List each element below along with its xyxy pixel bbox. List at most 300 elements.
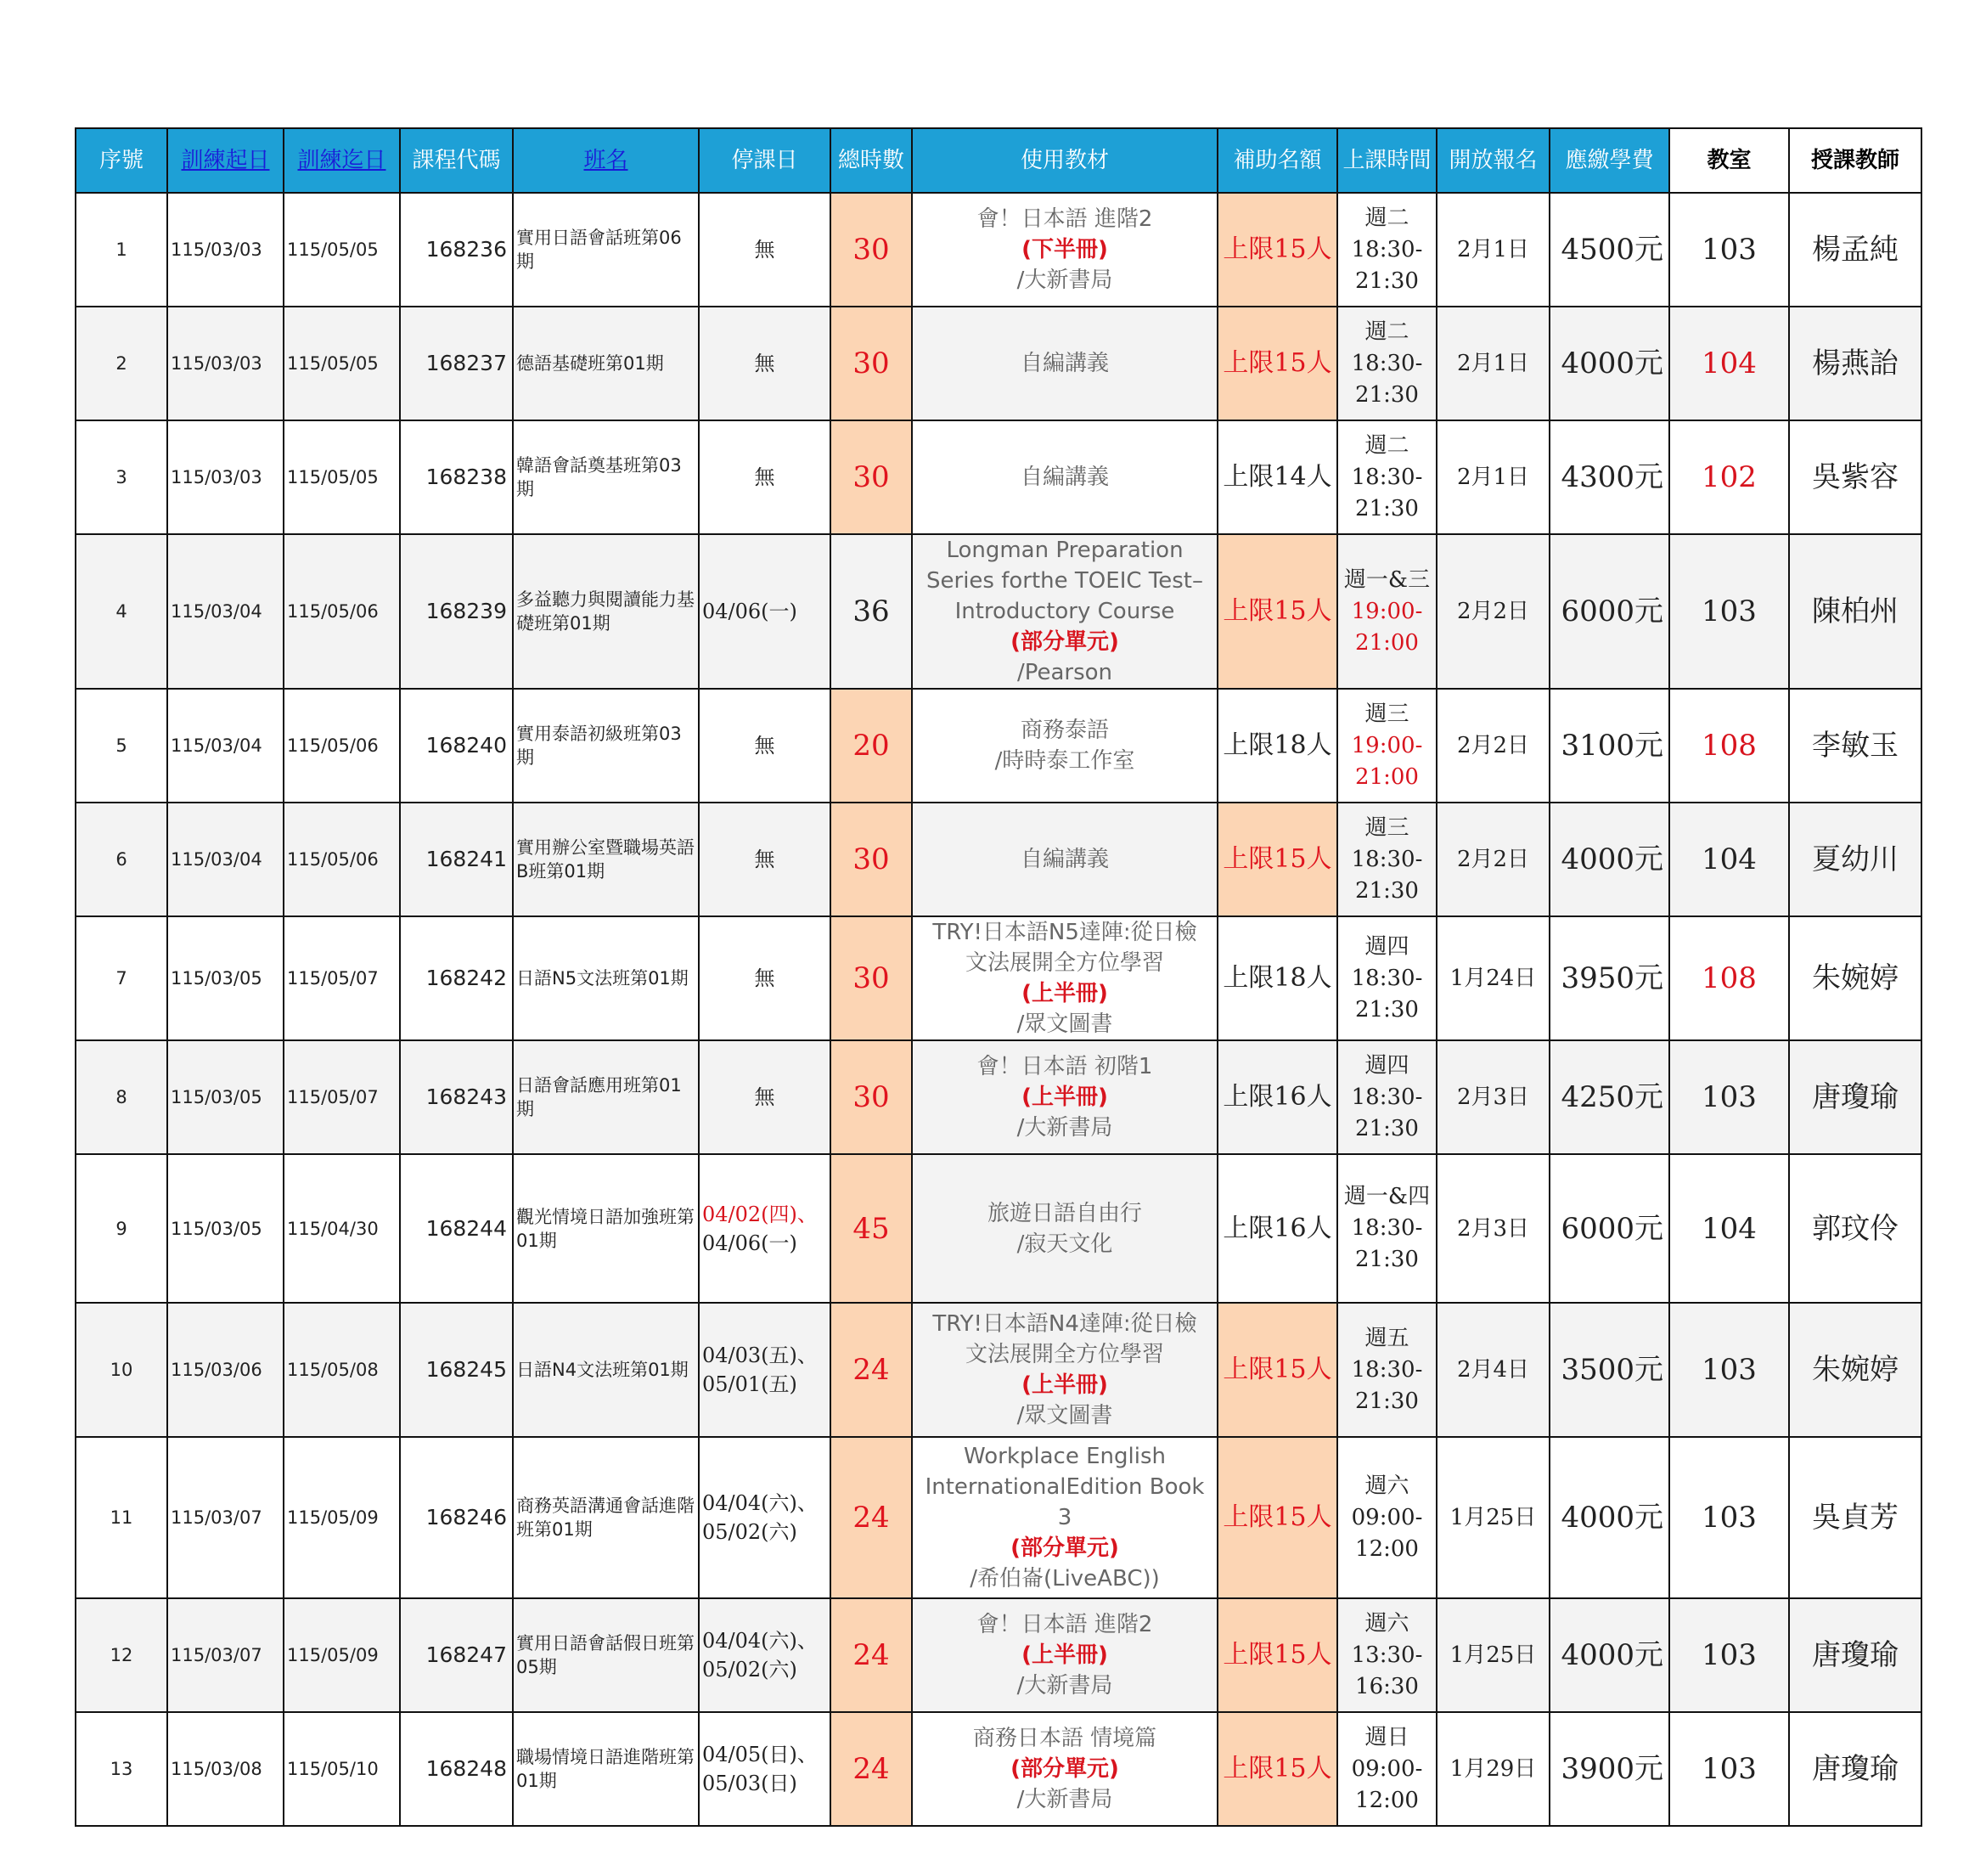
- end-date-cell: 115/05/05: [284, 307, 400, 420]
- table-row: [76, 1303, 1921, 1437]
- table-row: [76, 307, 1921, 420]
- weekday: 週三: [1364, 701, 1409, 727]
- weekday: 週四: [1364, 933, 1409, 960]
- class-time-cell: [1337, 193, 1437, 307]
- subsidy-cell: 上限15人: [1218, 1598, 1337, 1712]
- header-start-date-link[interactable]: 訓練起日: [167, 128, 284, 193]
- end-date-cell: 115/05/06: [284, 803, 400, 916]
- total-hours-cell: 30: [830, 1040, 912, 1154]
- class-name-cell: 實用日語會話假日班第05期: [513, 1598, 699, 1712]
- cell-line: 05/02(六): [702, 1520, 797, 1544]
- total-hours-cell: 24: [830, 1303, 912, 1437]
- cell-line: 18:30-: [1351, 1356, 1423, 1383]
- stop-days-cell: [699, 689, 830, 803]
- header-class-time: 上課時間: [1337, 128, 1437, 193]
- class-name-cell: 職場情境日語進階班第01期: [513, 1712, 699, 1826]
- end-date-cell: 115/05/09: [284, 1598, 400, 1712]
- cell-line: 18:30-: [1351, 350, 1423, 376]
- room-cell: 103: [1669, 1712, 1789, 1826]
- subsidy-cell: 上限14人: [1218, 420, 1337, 534]
- cell-line: 04/06(一): [702, 600, 797, 623]
- weekday: 週日: [1364, 1724, 1409, 1750]
- cell-line: 18:30-: [1351, 1215, 1423, 1241]
- cell-line: 會！日本語 進階2: [976, 206, 1153, 232]
- cell-line: Introductory Course: [954, 599, 1175, 624]
- cell-line: 04/05(日)、: [702, 1743, 818, 1766]
- seq-cell: 13: [76, 1712, 167, 1826]
- course-code-cell: 168239: [400, 534, 513, 689]
- start-date-cell: 115/03/08: [167, 1712, 284, 1826]
- start-date-cell: 115/03/06: [167, 1303, 284, 1437]
- cell-line: 旅遊日語自由行: [987, 1200, 1142, 1226]
- material-cell: [912, 1437, 1218, 1598]
- cell-line: 19:00-: [1351, 598, 1423, 624]
- subsidy-cell: 上限15人: [1218, 1437, 1337, 1598]
- class-time-cell: [1337, 307, 1437, 420]
- subsidy-cell: 上限15人: [1218, 1303, 1337, 1437]
- material-cell: [912, 916, 1218, 1040]
- table-row: [76, 1712, 1921, 1826]
- class-time-cell: [1337, 689, 1437, 803]
- table-row: [76, 803, 1921, 916]
- room-cell: 108: [1669, 916, 1789, 1040]
- registration-cell: 1月25日: [1437, 1437, 1550, 1598]
- teacher-cell: 唐瓊瑜: [1789, 1712, 1921, 1826]
- cell-line: 21:30: [1355, 1388, 1419, 1414]
- course-code-cell: 168241: [400, 803, 513, 916]
- fee-cell: 3100元: [1550, 689, 1669, 803]
- cell-line: 21:30: [1355, 1115, 1419, 1141]
- fee-cell: 4000元: [1550, 1437, 1669, 1598]
- header-subsidy: 補助名額: [1218, 128, 1337, 193]
- course-code-cell: 168248: [400, 1712, 513, 1826]
- subsidy-cell: 上限15人: [1218, 1712, 1337, 1826]
- teacher-cell: 李敏玉: [1789, 689, 1921, 803]
- fee-cell: 6000元: [1550, 534, 1669, 689]
- cell-line: 04/04(六)、: [702, 1491, 818, 1515]
- header-fee: 應繳學費: [1550, 128, 1669, 193]
- table-row: [76, 534, 1921, 689]
- room-cell: 103: [1669, 1598, 1789, 1712]
- total-hours-cell: 20: [830, 689, 912, 803]
- start-date-cell: 115/03/04: [167, 689, 284, 803]
- class-name-cell: 德語基礎班第01期: [513, 307, 699, 420]
- weekday: 週二: [1364, 205, 1409, 231]
- total-hours-cell: 45: [830, 1154, 912, 1303]
- total-hours-cell: 30: [830, 307, 912, 420]
- material-cell: [912, 689, 1218, 803]
- seq-cell: 6: [76, 803, 167, 916]
- cell-line: 18:30-: [1351, 236, 1423, 262]
- cell-line: 04/03(五)、: [702, 1344, 818, 1367]
- class-name-cell: 實用泰語初級班第03期: [513, 689, 699, 803]
- table-row: [76, 193, 1921, 307]
- fee-cell: 4000元: [1550, 803, 1669, 916]
- end-date-cell: 115/05/08: [284, 1303, 400, 1437]
- table-row: [76, 1598, 1921, 1712]
- cell-line: (部分單元): [1010, 1535, 1119, 1561]
- weekday: 週三: [1364, 814, 1409, 841]
- course-code-cell: 168246: [400, 1437, 513, 1598]
- cell-line: /大新書局: [1016, 268, 1113, 293]
- total-hours-cell: 24: [830, 1437, 912, 1598]
- cell-line: 04/04(六)、: [702, 1629, 818, 1653]
- cell-line: 文法展開全方位學習: [965, 950, 1164, 976]
- registration-cell: 1月29日: [1437, 1712, 1550, 1826]
- stop-days-cell: [699, 1712, 830, 1826]
- cell-line: /Pearson: [1016, 660, 1113, 685]
- cell-line: 16:30: [1355, 1673, 1419, 1699]
- cell-line: (部分單元): [1010, 1756, 1119, 1782]
- total-hours-cell: 30: [830, 916, 912, 1040]
- material-cell: [912, 1154, 1218, 1303]
- material-cell: [912, 307, 1218, 420]
- cell-line: (上半冊): [1021, 1372, 1108, 1398]
- seq-cell: 4: [76, 534, 167, 689]
- seq-cell: 8: [76, 1040, 167, 1154]
- cell-line: /希伯崙(LiveABC)): [970, 1566, 1160, 1592]
- start-date-cell: 115/03/07: [167, 1598, 284, 1712]
- course-code-cell: 168242: [400, 916, 513, 1040]
- cell-line: (上半冊): [1021, 981, 1108, 1006]
- class-name-cell: 商務英語溝通會話進階班第01期: [513, 1437, 699, 1598]
- total-hours-cell: 30: [830, 193, 912, 307]
- cell-line: 13:30-: [1351, 1642, 1423, 1668]
- cell-line: 會！日本語 進階2: [976, 1612, 1153, 1637]
- material-cell: [912, 1040, 1218, 1154]
- cell-line: 18:30-: [1351, 846, 1423, 872]
- weekday: 週二: [1364, 432, 1409, 459]
- cell-line: TRY!日本語N4達陣:從日檢: [932, 1311, 1197, 1337]
- teacher-cell: 楊燕詒: [1789, 307, 1921, 420]
- cell-line: /大新書局: [1016, 1787, 1113, 1812]
- teacher-cell: 唐瓊瑜: [1789, 1040, 1921, 1154]
- header-total-hours: 總時數: [830, 128, 912, 193]
- cell-line: 18:30-: [1351, 464, 1423, 490]
- fee-cell: 4000元: [1550, 1598, 1669, 1712]
- material-cell: [912, 193, 1218, 307]
- cell-line: 21:30: [1355, 268, 1419, 294]
- cell-line: 09:00-: [1351, 1504, 1423, 1530]
- registration-cell: 2月2日: [1437, 689, 1550, 803]
- room-cell: 102: [1669, 420, 1789, 534]
- teacher-cell: 朱婉婷: [1789, 916, 1921, 1040]
- registration-cell: 2月2日: [1437, 803, 1550, 916]
- total-hours-cell: 30: [830, 420, 912, 534]
- registration-cell: 2月3日: [1437, 1040, 1550, 1154]
- fee-cell: 3500元: [1550, 1303, 1669, 1437]
- cell-line: /眾文圖書: [1016, 1403, 1113, 1428]
- cell-line: (下半冊): [1021, 237, 1108, 262]
- registration-cell: 1月25日: [1437, 1598, 1550, 1712]
- class-name-cell: 實用日語會話班第06期: [513, 193, 699, 307]
- total-hours-cell: 24: [830, 1712, 912, 1826]
- seq-cell: 5: [76, 689, 167, 803]
- room-cell: 103: [1669, 1040, 1789, 1154]
- cell-line: 21:30: [1355, 877, 1419, 904]
- cell-line: /眾文圖書: [1016, 1011, 1113, 1037]
- cell-line: Series forthe TOEIC Test–: [926, 568, 1203, 594]
- class-name-cell: 多益聽力與閱讀能力基礎班第01期: [513, 534, 699, 689]
- course-code-cell: 168240: [400, 689, 513, 803]
- seq-cell: 3: [76, 420, 167, 534]
- subsidy-cell: 上限15人: [1218, 193, 1337, 307]
- teacher-cell: 吳貞芳: [1789, 1437, 1921, 1598]
- material-cell: [912, 420, 1218, 534]
- stop-days-cell: [699, 1437, 830, 1598]
- start-date-cell: 115/03/04: [167, 534, 284, 689]
- fee-cell: 4250元: [1550, 1040, 1669, 1154]
- material-cell: [912, 1303, 1218, 1437]
- cell-line: (上半冊): [1021, 1084, 1108, 1110]
- class-time-cell: [1337, 1303, 1437, 1437]
- class-name-cell: 日語N5文法班第01期: [513, 916, 699, 1040]
- cell-line: 商務日本語 情境篇: [972, 1726, 1157, 1751]
- cell-line: 18:30-: [1351, 965, 1423, 991]
- weekday: 週二: [1364, 318, 1409, 345]
- course-code-cell: 168236: [400, 193, 513, 307]
- subsidy-cell: 上限18人: [1218, 916, 1337, 1040]
- stop-days-cell: [699, 193, 830, 307]
- cell-line: 12:00: [1355, 1535, 1419, 1562]
- weekday: 週六: [1364, 1473, 1409, 1499]
- class-name-cell: 日語會話應用班第01期: [513, 1040, 699, 1154]
- cell-line: 自編講義: [1020, 847, 1109, 872]
- cell-line: 21:30: [1355, 1247, 1419, 1272]
- subsidy-cell: 上限16人: [1218, 1040, 1337, 1154]
- header-room: 教室: [1669, 128, 1789, 193]
- cell-line: /時時泰工作室: [994, 748, 1135, 774]
- table-row: [76, 1437, 1921, 1598]
- cell-line: 無: [754, 1085, 775, 1109]
- header-row: [76, 128, 1921, 193]
- course-code-cell: 168245: [400, 1303, 513, 1437]
- stop-days-cell: [699, 1154, 830, 1303]
- cell-line: 無: [754, 848, 775, 871]
- end-date-cell: 115/05/09: [284, 1437, 400, 1598]
- registration-cell: 2月4日: [1437, 1303, 1550, 1437]
- cell-line: 09:00-: [1351, 1755, 1423, 1782]
- teacher-cell: 唐瓊瑜: [1789, 1598, 1921, 1712]
- material-cell: [912, 1598, 1218, 1712]
- class-time-cell: [1337, 1598, 1437, 1712]
- weekday: 週一&三: [1343, 566, 1431, 593]
- cell-line: 無: [754, 238, 775, 262]
- material-cell: [912, 803, 1218, 916]
- course-code-cell: 168247: [400, 1598, 513, 1712]
- room-cell: 103: [1669, 534, 1789, 689]
- header-registration: 開放報名: [1437, 128, 1550, 193]
- start-date-cell: 115/03/07: [167, 1437, 284, 1598]
- end-date-cell: 115/04/30: [284, 1154, 400, 1303]
- cell-line: 自編講義: [1020, 351, 1109, 376]
- course-code-cell: 168243: [400, 1040, 513, 1154]
- start-date-cell: 115/03/05: [167, 1154, 284, 1303]
- registration-cell: 1月24日: [1437, 916, 1550, 1040]
- stop-days-cell: [699, 916, 830, 1040]
- class-name-cell: 觀光情境日語加強班第01期: [513, 1154, 699, 1303]
- total-hours-cell: 36: [830, 534, 912, 689]
- weekday: 週六: [1364, 1610, 1409, 1637]
- teacher-cell: 陳柏州: [1789, 534, 1921, 689]
- cell-line: /大新書局: [1016, 1115, 1113, 1141]
- header-teacher: 授課教師: [1789, 128, 1921, 193]
- course-table: [75, 127, 1922, 1827]
- end-date-cell: 115/05/07: [284, 1040, 400, 1154]
- class-time-cell: [1337, 1712, 1437, 1826]
- registration-cell: 2月1日: [1437, 193, 1550, 307]
- seq-cell: 12: [76, 1598, 167, 1712]
- end-date-cell: 115/05/10: [284, 1712, 400, 1826]
- class-time-cell: [1337, 1437, 1437, 1598]
- cell-line: 無: [754, 734, 775, 758]
- start-date-cell: 115/03/04: [167, 803, 284, 916]
- seq-cell: 2: [76, 307, 167, 420]
- cell-line: 18:30-: [1351, 1084, 1423, 1110]
- weekday: 週四: [1364, 1052, 1409, 1079]
- total-hours-cell: 30: [830, 803, 912, 916]
- subsidy-cell: 上限16人: [1218, 1154, 1337, 1303]
- header-class-name-link[interactable]: 班名: [513, 128, 699, 193]
- fee-cell: 3900元: [1550, 1712, 1669, 1826]
- table-row: [76, 689, 1921, 803]
- course-code-cell: 168238: [400, 420, 513, 534]
- subsidy-cell: 上限15人: [1218, 803, 1337, 916]
- cell-line: 會！日本語 初階1: [976, 1054, 1153, 1079]
- material-cell: [912, 1712, 1218, 1826]
- seq-cell: 10: [76, 1303, 167, 1437]
- cell-line: Workplace English: [964, 1444, 1166, 1469]
- end-date-cell: 115/05/06: [284, 534, 400, 689]
- table-row: [76, 420, 1921, 534]
- start-date-cell: 115/03/03: [167, 193, 284, 307]
- end-date-cell: 115/05/05: [284, 193, 400, 307]
- room-cell: 104: [1669, 1154, 1789, 1303]
- registration-cell: 2月1日: [1437, 420, 1550, 534]
- seq-cell: 9: [76, 1154, 167, 1303]
- room-cell: 103: [1669, 1437, 1789, 1598]
- cell-line: 21:30: [1355, 381, 1419, 408]
- fee-cell: 6000元: [1550, 1154, 1669, 1303]
- cell-line: InternationalEdition Book 3: [925, 1474, 1205, 1530]
- cell-line: 05/02(六): [702, 1658, 797, 1682]
- fee-cell: 4500元: [1550, 193, 1669, 307]
- teacher-cell: 夏幼川: [1789, 803, 1921, 916]
- fee-cell: 3950元: [1550, 916, 1669, 1040]
- course-code-cell: 168237: [400, 307, 513, 420]
- header-end-date-link[interactable]: 訓練迄日: [284, 128, 400, 193]
- room-cell: 104: [1669, 307, 1789, 420]
- cell-line: /大新書局: [1016, 1673, 1113, 1699]
- course-schedule: [75, 127, 1922, 1827]
- room-cell: 103: [1669, 193, 1789, 307]
- stop-days-cell: [699, 307, 830, 420]
- class-time-cell: [1337, 1154, 1437, 1303]
- room-cell: 108: [1669, 689, 1789, 803]
- stop-days-cell: [699, 1040, 830, 1154]
- cell-line: /寂天文化: [1016, 1231, 1113, 1257]
- cell-line: 自編講義: [1020, 465, 1109, 490]
- teacher-cell: 吳紫容: [1789, 420, 1921, 534]
- seq-cell: 7: [76, 916, 167, 1040]
- end-date-cell: 115/05/06: [284, 689, 400, 803]
- subsidy-cell: 上限15人: [1218, 307, 1337, 420]
- subsidy-cell: 上限18人: [1218, 689, 1337, 803]
- start-date-cell: 115/03/03: [167, 307, 284, 420]
- room-cell: 104: [1669, 803, 1789, 916]
- fee-cell: 4300元: [1550, 420, 1669, 534]
- teacher-cell: 郭玟伶: [1789, 1154, 1921, 1303]
- cell-line: 文法展開全方位學習: [965, 1342, 1164, 1367]
- class-name-cell: 韓語會話奠基班第03期: [513, 420, 699, 534]
- cell-line: 12:00: [1355, 1787, 1419, 1813]
- class-time-cell: [1337, 534, 1437, 689]
- table-row: [76, 1154, 1921, 1303]
- stop-days-cell: [699, 534, 830, 689]
- cell-line: 無: [754, 966, 775, 990]
- cell-line: 無: [754, 465, 775, 489]
- stop-days-cell: [699, 1303, 830, 1437]
- start-date-cell: 115/03/05: [167, 916, 284, 1040]
- cell-line: 無: [754, 352, 775, 375]
- cell-line: 21:30: [1355, 996, 1419, 1023]
- cell-line: 04/06(一): [702, 1231, 797, 1255]
- cell-line: 21:00: [1355, 763, 1419, 790]
- material-cell: [912, 534, 1218, 689]
- cell-line: 19:00-: [1351, 732, 1423, 758]
- cell-line: TRY!日本語N5達陣:從日檢: [932, 920, 1197, 945]
- course-code-cell: 168244: [400, 1154, 513, 1303]
- cell-line: 04/02(四)、: [702, 1202, 818, 1226]
- class-name-cell: 實用辦公室暨職場英語B班第01期: [513, 803, 699, 916]
- seq-cell: 1: [76, 193, 167, 307]
- header-seq: 序號: [76, 128, 167, 193]
- class-time-cell: [1337, 916, 1437, 1040]
- table-row: [76, 1040, 1921, 1154]
- stop-days-cell: [699, 803, 830, 916]
- end-date-cell: 115/05/05: [284, 420, 400, 534]
- stop-days-cell: [699, 1598, 830, 1712]
- room-cell: 103: [1669, 1303, 1789, 1437]
- registration-cell: 2月3日: [1437, 1154, 1550, 1303]
- teacher-cell: 楊孟純: [1789, 193, 1921, 307]
- registration-cell: 2月2日: [1437, 534, 1550, 689]
- cell-line: 商務泰語: [1020, 718, 1109, 743]
- class-name-cell: 日語N4文法班第01期: [513, 1303, 699, 1437]
- table-row: [76, 916, 1921, 1040]
- cell-line: 05/03(日): [702, 1772, 797, 1795]
- weekday: 週一&四: [1343, 1184, 1431, 1209]
- header-material: 使用教材: [912, 128, 1218, 193]
- fee-cell: 4000元: [1550, 307, 1669, 420]
- subsidy-cell: 上限15人: [1218, 534, 1337, 689]
- stop-days-cell: [699, 420, 830, 534]
- cell-line: 21:30: [1355, 495, 1419, 521]
- header-stop-days: 停課日: [699, 128, 830, 193]
- teacher-cell: 朱婉婷: [1789, 1303, 1921, 1437]
- weekday: 週五: [1364, 1325, 1409, 1351]
- class-time-cell: [1337, 1040, 1437, 1154]
- class-time-cell: [1337, 803, 1437, 916]
- cell-line: (部分單元): [1010, 629, 1119, 655]
- total-hours-cell: 24: [830, 1598, 912, 1712]
- cell-line: 21:00: [1355, 629, 1419, 656]
- seq-cell: 11: [76, 1437, 167, 1598]
- registration-cell: 2月1日: [1437, 307, 1550, 420]
- cell-line: Longman Preparation: [946, 538, 1184, 563]
- cell-line: (上半冊): [1021, 1642, 1108, 1668]
- cell-line: 05/01(五): [702, 1372, 797, 1396]
